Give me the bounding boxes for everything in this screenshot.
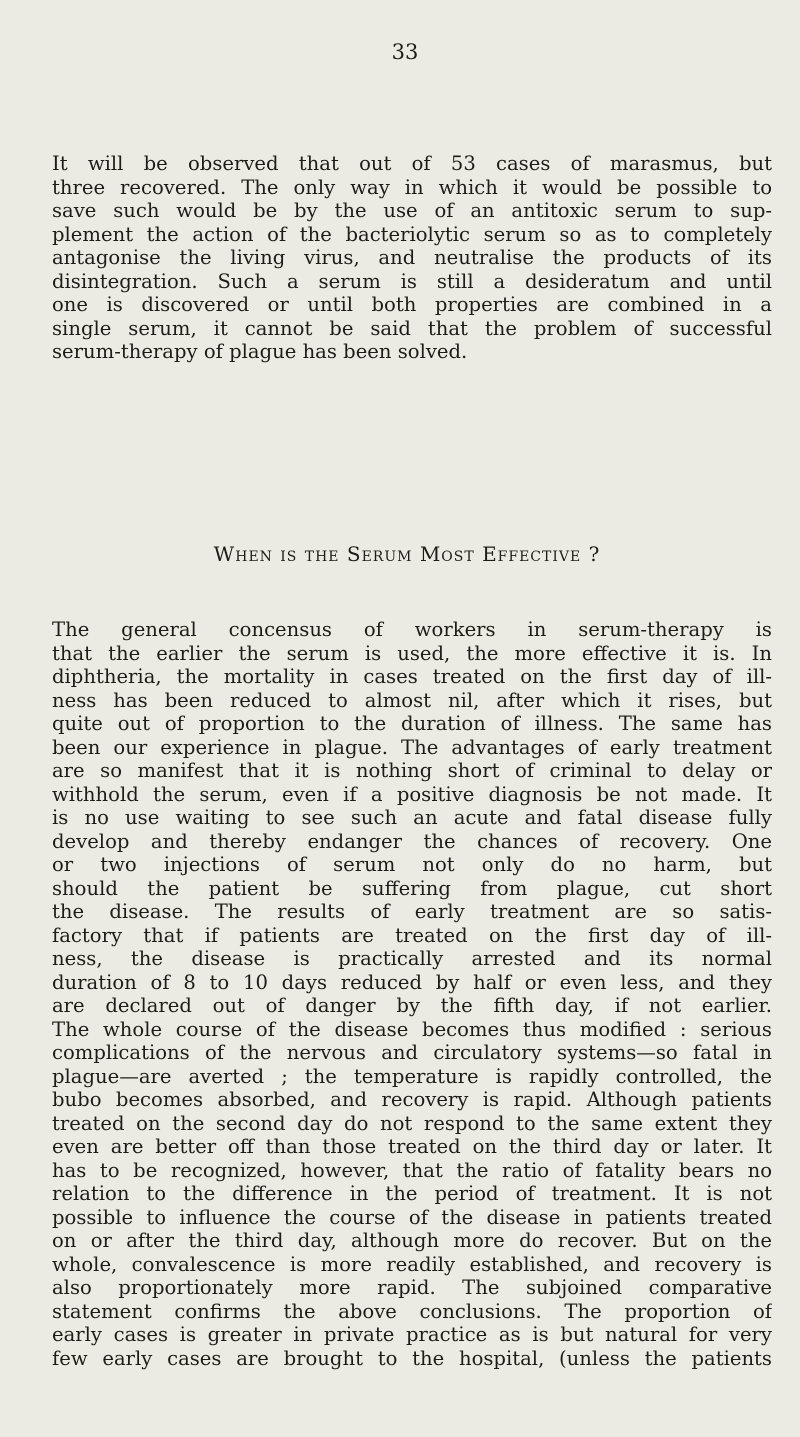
text-line: save such would be by the use of an antitoxic serum to sup-	[52, 199, 772, 222]
text-line: one is discovered or until both properties are combined in a	[52, 293, 772, 316]
text-line: the disease. The results of early treatment are so satis-	[52, 900, 772, 923]
text-line: withhold the serum, even if a positive diagnosis be not made. It	[52, 782, 772, 806]
text-line: is no use waiting to see such an acute and fatal disease fully	[52, 806, 772, 829]
text-line: whole, convalescence is more readily established, and recovery is	[52, 1252, 772, 1276]
text-line: statement confirms the above conclusions. The proportion of	[52, 1299, 772, 1323]
text-line: ness has been reduced to almost nil, after which it rises, but	[52, 688, 772, 712]
text-line: relation to the difference in the period of treatment. It is not	[52, 1182, 772, 1205]
paragraph-marasmus	[52, 152, 772, 364]
text-line: factory that if patients are treated on the first day of ill-	[52, 923, 772, 947]
text-line: treated on the second day do not respond to the same extent they	[52, 1111, 772, 1135]
text-line: quite out of proportion to the duration of illness. The same has	[52, 712, 772, 735]
text-line: antagonise the living virus, and neutralise the products of its	[52, 246, 772, 269]
text-line: that the earlier the serum is used, the more effective it is. In	[52, 641, 772, 665]
paragraph-serum-timing	[52, 618, 772, 1370]
section-heading: When is the Serum Most Effective ?	[213, 542, 601, 566]
text-line: diphtheria, the mortality in cases treated on the first day of ill-	[52, 665, 772, 688]
text-line: complications of the nervous and circulatory systems—so fatal in	[52, 1041, 772, 1064]
text-line: bubo becomes absorbed, and recovery is rapid. Although patients	[52, 1088, 772, 1111]
text-line: few early cases are brought to the hospital, (unless the patients	[52, 1346, 772, 1370]
text-line: disintegration. Such a serum is still a desideratum and until	[52, 269, 772, 293]
text-line: serum-therapy of plague has been solved.	[52, 340, 468, 363]
text-line: three recovered. The only way in which it would be possible to	[52, 175, 772, 199]
text-line: are so manifest that it is nothing short of criminal to delay or	[52, 759, 772, 782]
text-line: ness, the disease is practically arrested and its normal	[52, 947, 772, 970]
text-line: also proportionately more rapid. The subjoined comparative	[52, 1276, 772, 1299]
text-line: should the patient be suffering from plague, cut short	[52, 876, 772, 900]
text-line: duration of 8 to 10 days reduced by half or even less, and they	[52, 970, 772, 994]
text-line: has to be recognized, however, that the ratio of fatality bears no	[52, 1158, 772, 1182]
text-line: on or after the third day, although more do recover. But on the	[52, 1229, 772, 1252]
text-line: plague—are averted ; the temperature is rapidly controlled, the	[52, 1064, 772, 1088]
text-line: develop and thereby endanger the chances of recovery. One	[52, 829, 772, 853]
text-line: are declared out of danger by the fifth day, if not earlier.	[52, 994, 772, 1017]
text-line: even are better off than those treated on the third day or later. It	[52, 1135, 772, 1158]
page-number: 33	[391, 40, 419, 64]
text-line: been our experience in plague. The advantages of early treatment	[52, 735, 772, 759]
text-line: It will be observed that out of 53 cases of marasmus, but	[52, 152, 772, 175]
text-line: The whole course of the disease becomes thus modified : serious	[52, 1017, 772, 1041]
text-line: plement the action of the bacteriolytic serum so as to completely	[52, 222, 772, 246]
text-line: single serum, it cannot be said that the problem of successful	[52, 316, 772, 340]
text-line: The general concensus of workers in serum-therapy is	[52, 618, 772, 641]
text-line: possible to influence the course of the disease in patients treated	[52, 1205, 772, 1229]
text-line: early cases is greater in private practice as is but natural for very	[52, 1323, 772, 1346]
text-line: or two injections of serum not only do no harm, but	[52, 853, 772, 876]
